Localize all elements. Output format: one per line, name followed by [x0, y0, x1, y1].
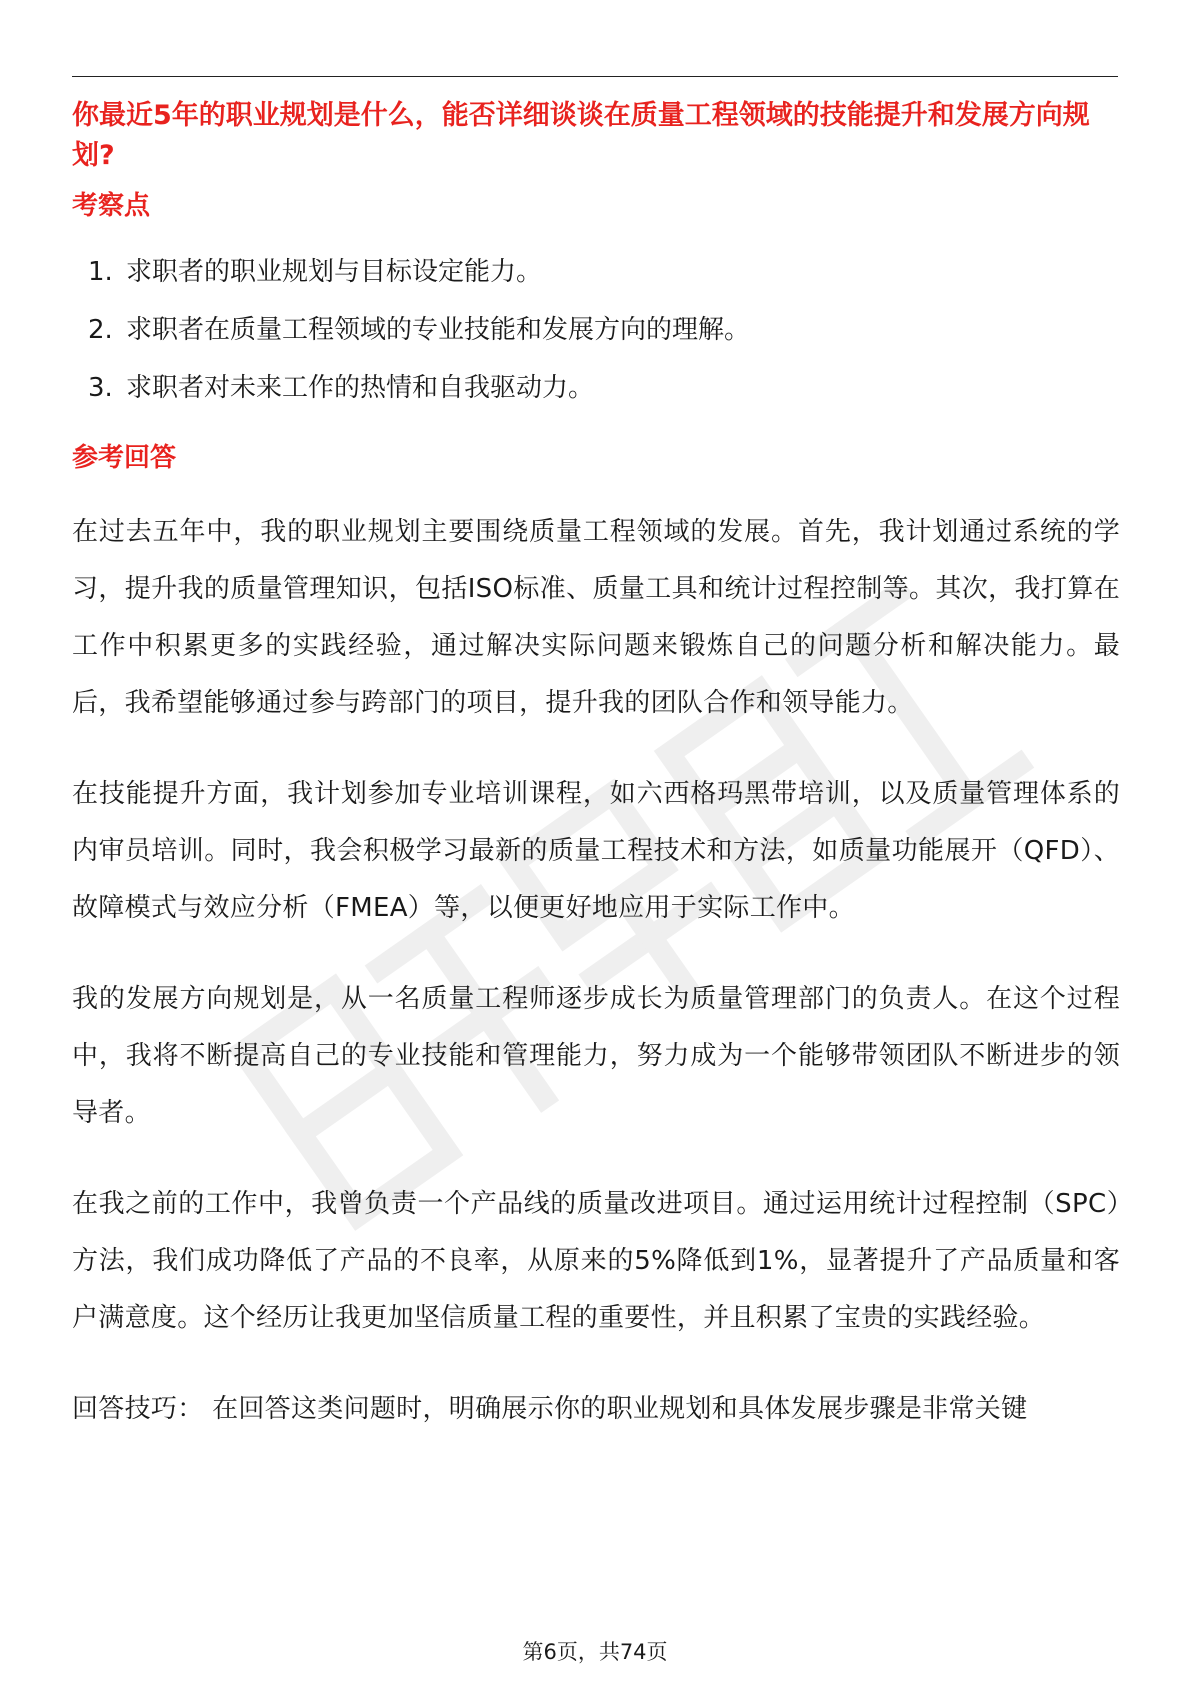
list-item-text: 求职者的职业规划与目标设定能力。: [126, 257, 543, 287]
answer-paragraph: 我的发展方向规划是，从一名质量工程师逐步成长为质量管理部门的负责人。在这个过程中，我将不断提高自己的专业技能和管理能力，努力成为一个能够带领团队不断进步的领导者。: [72, 984, 1120, 1128]
list-item-number: 2.: [88, 315, 113, 345]
list-item-text: 求职者对未来工作的热情和自我驱动力。: [126, 373, 595, 403]
list-item: [72, 312, 1120, 348]
page-number-footer: 第6页，共74页: [522, 1640, 668, 1664]
list-item-number: 3.: [88, 373, 113, 403]
question-title: 你最近5年的职业规划是什么，能否详细谈谈在质量工程领域的技能提升和发展方向规划?: [72, 100, 1090, 171]
answer-paragraph: 在过去五年中，我的职业规划主要围绕质量工程领域的发展。首先，我计划通过系统的学习，提升我的质量管理知识，包括ISO标准、质量工具和统计过程控制等。其次，我打算在工作中积累更多的实践经验，通过解决实际问题来锻炼自己的问题分析和解决能力。最后，我希望能够通过参与跨部门的项目，提升我的团队合作和领导能力。: [72, 517, 1120, 718]
assessment-heading: 考察点: [72, 191, 151, 221]
top-divider: [72, 76, 1118, 77]
list-item: [72, 370, 1120, 406]
assessment-list: [72, 254, 1120, 406]
list-item: [72, 254, 1120, 290]
list-item-number: 1.: [88, 257, 113, 287]
list-item-text: 求职者在质量工程领域的专业技能和发展方向的理解。: [126, 315, 751, 345]
answer-heading: 参考回答: [72, 443, 177, 473]
main-content: [72, 96, 1120, 1438]
answer-paragraph: 在技能提升方面，我计划参加专业培训课程，如六西格玛黑带培训，以及质量管理体系的内审员培训。同时，我会积极学习最新的质量工程技术和方法，如质量功能展开（QFD）、故障模式与效应分析（FMEA）等，以便更好地应用于实际工作中。: [72, 779, 1120, 923]
answer-paragraph: 在我之前的工作中，我曾负责一个产品线的质量改进项目。通过运用统计过程控制（SPC）方法，我们成功降低了产品的不良率，从原来的5%降低到1%，显著提升了产品质量和客户满意度。这个经历让我更加坚信质量工程的重要性，并且积累了宝贵的实践经验。: [72, 1189, 1120, 1333]
answer-tip-paragraph: 回答技巧： 在回答这类问题时，明确展示你的职业规划和具体发展步骤是非常关键: [72, 1394, 1028, 1424]
